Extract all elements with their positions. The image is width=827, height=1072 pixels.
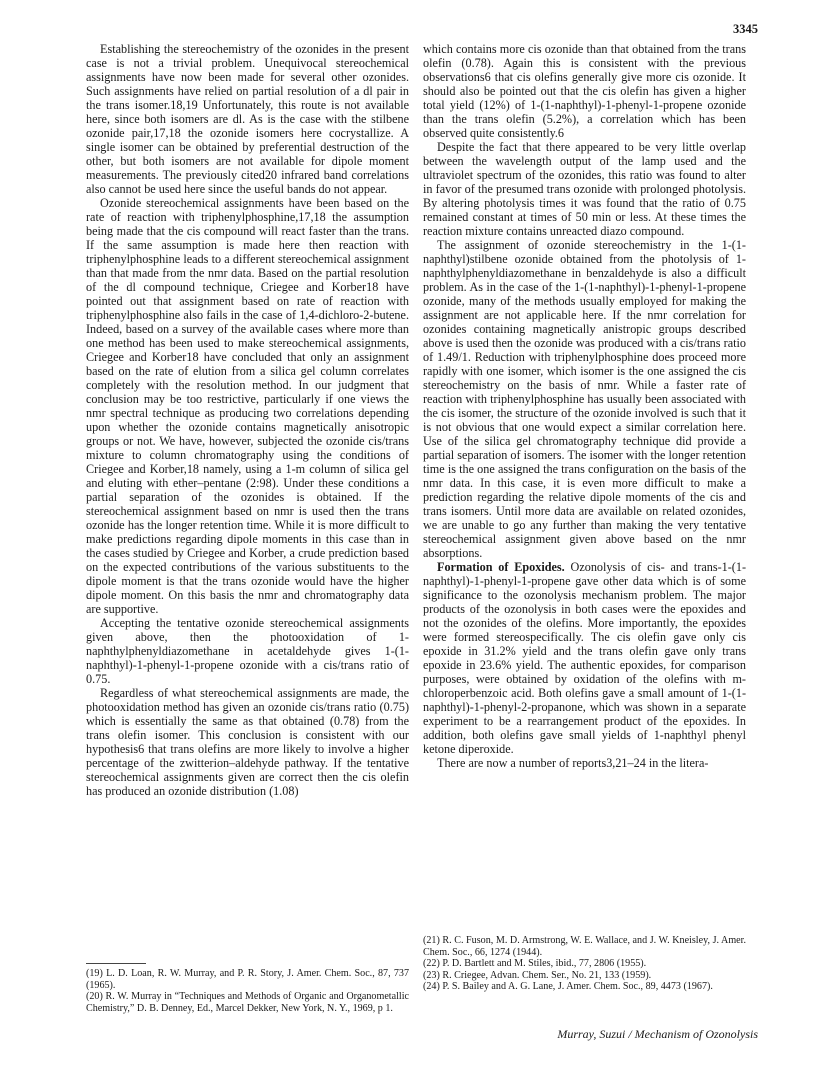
left-column [86, 42, 409, 798]
footnote-rule-left [86, 963, 146, 964]
paragraph [423, 560, 746, 756]
page-number: 3345 [733, 22, 758, 36]
running-footer: Murray, Suzui / Mechanism of Ozonolysis [557, 1027, 758, 1041]
section-heading: Formation of Epoxides. [437, 560, 565, 574]
footnotes-left [86, 968, 409, 1014]
right-column [423, 42, 746, 770]
footnote: (19) L. D. Loan, R. W. Murray, and P. R. Story, J. Amer. Chem. Soc., 87, 737 (1965). [86, 968, 409, 991]
paragraph: Regardless of what stereochemical assignments are made, the photooxidation method has given an ozonide cis/trans ratio (0.75) which is essentially the same as that obtained (0.78) from the trans olefin isomer. This conclusion is consistent with our hypothesis6 that trans olefins are more likely to involve a higher percentage of the zwitterion–aldehyde pathway. If the tentative stereochemical assignments given are correct then the cis olefin has produced an ozonide distribution (1.08) [86, 686, 409, 798]
footnotes-right [423, 935, 746, 993]
paragraph-body: Ozonolysis of cis- and trans-1-(1-naphthyl)-1-phenyl-1-propene gave other data which is of some significance to the ozonolysis mechanism problem. The major products of the ozonolysis in both cases were the epoxides and not the ozonides of the olefins. More importantly, the epoxides were formed stereospecifically. The cis olefin gave only cis epoxide in 31.2% yield and the trans olefin gave only trans epoxide in 23.6% yield. The authentic epoxides, for comparison purposes, were obtained by oxidation of the olefins with m-chloroperbenzoic acid. Both olefins gave a small amount of 1-(1-naphthyl)-1-phenyl-2-propanone, which was shown in a separate experiment to be a rearrangement product of the epoxides. In addition, both olefins gave small yields of 1-naphthyl phenyl ketone diperoxide. [423, 560, 746, 756]
paragraph: Establishing the stereochemistry of the ozonides in the present case is not a trivial problem. Unequivocal stereochemical assignments have now been made for several other ozonides. Such assignments have relied on partial resolution of a dl pair in the trans isomer.18,19 Unfortunately, this route is not available here, since both isomers are dl. As is the case with the stilbene ozonide pair,17,18 the ozonide isomers here cocrystallize. A single isomer can be obtained by preferential destruction of the other, but both isomers are not available for dipole moment measurements. The previously cited20 infrared band correlations also cannot be used here since the useful bands do not appear. [86, 42, 409, 196]
paragraph: There are now a number of reports3,21–24 in the litera- [437, 756, 709, 770]
footnote: (23) R. Criegee, Advan. Chem. Ser., No. 21, 133 (1959). [423, 969, 652, 981]
footnote: (20) R. W. Murray in “Techniques and Methods of Organic and Organometallic Chemistry,” D. B. Denney, Ed., Marcel Dekker, New York, N. Y., 1969, p 1. [86, 991, 409, 1014]
paragraph: Ozonide stereochemical assignments have been based on the rate of reaction with triphenylphosphine,17,18 the assumption being made that the cis compound will react faster than the trans. If the same assumption is made here then reaction with triphenylphosphine leads to a different stereochemical assignment than that made from the nmr data. Based on the partial resolution of the dl compound technique, Criegee and Korber18 have pointed out that assignment based on rate of reaction with triphenylphosphine also fails in the case of 1,4-dichloro-2-butene. Indeed, based on a survey of the available cases where more than one method has been used to make stereochemical assignments, Criegee and Korber18 have concluded that only an assignment based on the rate of elution from a silica gel column correlates completely with the resolution method. In our judgment that conclusion may be too restrictive, particularly if one views the nmr spectral technique as producing two correlations depending upon whether the ozonide contains magnetically anisotropic groups or not. We have, however, subjected the ozonide cis/trans mixture to column chromatography using the conditions of Criegee and Korber,18 namely, using a 1-m column of silica gel and eluting with ether–pentane (2:98). Under these conditions a partial separation of the ozonides is obtained. If the stereochemical assignment based on nmr is used then the trans ozonide has the longer retention time. While it is more difficult to make predictions regarding dipole moments in this case than in the cases studied by Criegee and Korber, a crude prediction based on the expected contributions of the various substituents to the dipole moment is that the trans ozonide would have the higher dipole moment. On this basis the nmr and chromatography data are supportive. [86, 196, 409, 616]
footnote: (22) P. D. Bartlett and M. Stiles, ibid., 77, 2806 (1955). [423, 958, 647, 970]
footnote: (24) P. S. Bailey and A. G. Lane, J. Amer. Chem. Soc., 89, 4473 (1967). [423, 981, 713, 993]
paragraph: Accepting the tentative ozonide stereochemical assignments given above, then the photooxidation of 1-naphthylphenyldiazomethane in acetaldehyde gives 1-(1-naphthyl)-1-phenyl-1-propene ozonide with a cis/trans ratio of 0.75. [86, 616, 409, 686]
footnote: (21) R. C. Fuson, M. D. Armstrong, W. E. Wallace, and J. W. Kneisley, J. Amer. Chem. Soc., 66, 1274 (1944). [423, 935, 746, 958]
paragraph: Despite the fact that there appeared to be very little overlap between the wavelength output of the lamp used and the ultraviolet spectrum of the ozonides, this ratio was found to alter in favor of the presumed trans ozonide with prolonged photolysis. By altering photolysis times it was found that the ratio of 0.75 remained constant at times of 50 min or less. At these times the reaction mixture contains unreacted diazo compound. [423, 140, 746, 238]
paragraph: The assignment of ozonide stereochemistry in the 1-(1-naphthyl)stilbene ozonide obtained from the photolysis of 1-naphthylphenyldiazomethane in benzaldehyde is also a difficult problem. As in the case of the 1-(1-naphthyl)-1-phenyl-1-propene ozonide, many of the methods usually employed for making the assignment are not applicable here. If the nmr correlation for ozonides containing magnetically anistropic groups described above is used then the ozonide was produced with a cis/trans ratio of 1.49/1. Reduction with triphenylphosphine does proceed more rapidly with one isomer, which isomer is the one assigned the cis stereochemistry on the basis of nmr. While a faster rate of reaction with triphenylphosphine has usually been associated with the cis isomer, the structure of the ozonide involved is such that it is not obvious that one would expect a similar correlation here. Use of the silica gel chromatography technique did provide a partial separation of isomers. The isomer with the longer retention time is the one assigned the trans configuration on the basis of the nmr data. In this case, it is even more difficult to make a prediction regarding the relative dipole moments of the cis and trans isomers. Until more data are available on related ozonides, we are unable to go any further than making the very tentative stereochemical assignment given above based on the nmr absorptions. [423, 238, 746, 560]
paragraph: which contains more cis ozonide than that obtained from the trans olefin (0.78). Again this is consistent with the previous observations6 that cis olefins generally give more cis ozonide. It should also be pointed out that the cis olefin has given a higher total yield (12%) of 1-(1-naphthyl)-1-phenyl-1-propene ozonide than the trans olefin (5.2%), a correlation which has been observed quite consistently.6 [423, 42, 746, 140]
